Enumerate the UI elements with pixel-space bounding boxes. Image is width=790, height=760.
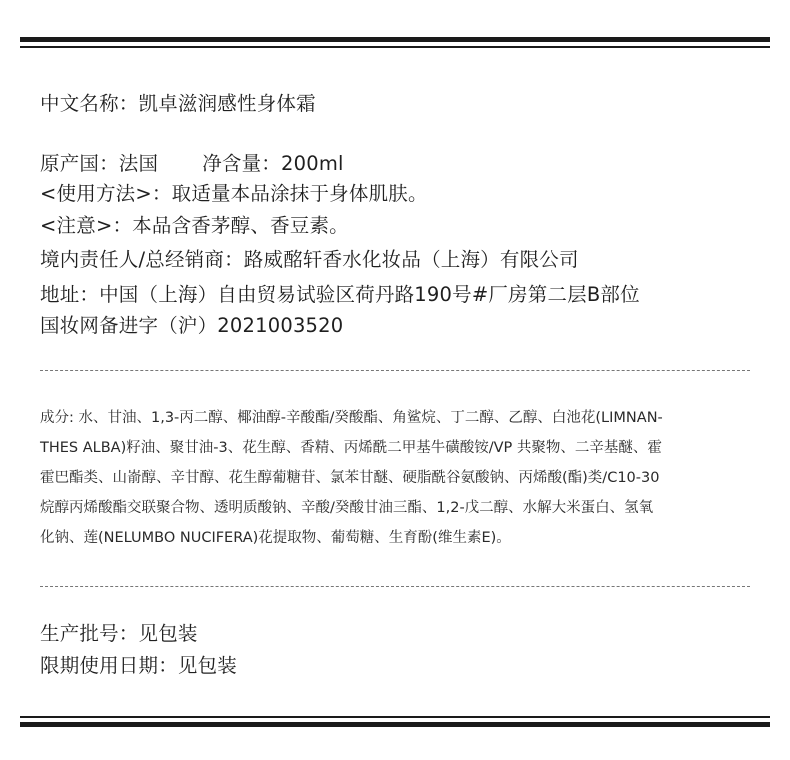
net-content: 净含量：200ml (202, 152, 344, 175)
expiry-date: 限期使用日期：见包装 (40, 654, 238, 677)
divider-dashed-2 (40, 586, 750, 587)
distributor: 境内责任人/总经销商：路威酩轩香水化妆品（上海）有限公司 (40, 248, 579, 271)
origin-and-net-content (40, 149, 344, 179)
usage-instructions: <使用方法>：取适量本品涂抹于身体肌肤。 (40, 182, 428, 205)
ingredients-line: 烷醇丙烯酸酯交联聚合物、透明质酸钠、辛酸/癸酸甘油三酯、1,2-戊二醇、水解大米蛋白、氢氧 (40, 500, 654, 516)
product-chinese-name: 中文名称：凯卓滋润感性身体霜 (40, 92, 316, 115)
ingredients-line: 化钠、莲(NELUMBO NUCIFERA)花提取物、葡萄糖、生育酚(维生素E)。 (40, 530, 511, 546)
top-border-thick (20, 37, 770, 42)
origin-country: 原产国：法国 (40, 152, 159, 175)
top-border-thin (20, 46, 770, 48)
ingredients-line: THES ALBA)籽油、聚甘油-3、花生醇、香精、丙烯酰二甲基牛磺酸铵/VP 共聚物、二辛基醚、霍 (40, 440, 662, 456)
ingredients-line: 霍巴酯类、山嵛醇、辛甘醇、花生醇葡糖苷、氯苯甘醚、硬脂酰谷氨酸钠、丙烯酸(酯)类/C10-30 (40, 470, 660, 486)
ingredients-line: 成分: 水、甘油、1,3-丙二醇、椰油醇-辛酸酯/癸酸酯、角鲨烷、丁二醇、乙醇、白池花(LIMNAN- (40, 410, 663, 426)
address: 地址：中国（上海）自由贸易试验区荷丹路190号#厂房第二层B部位 (40, 283, 640, 306)
ingredients-list (40, 403, 755, 553)
caution-note: <注意>：本品含香茅醇、香豆素。 (40, 214, 349, 237)
bottom-border-thick (20, 722, 770, 727)
divider-dashed-1 (40, 370, 750, 371)
batch-number: 生产批号：见包装 (40, 622, 198, 645)
registration-number: 国妆网备进字（沪）2021003520 (40, 314, 344, 337)
bottom-border-thin (20, 716, 770, 718)
